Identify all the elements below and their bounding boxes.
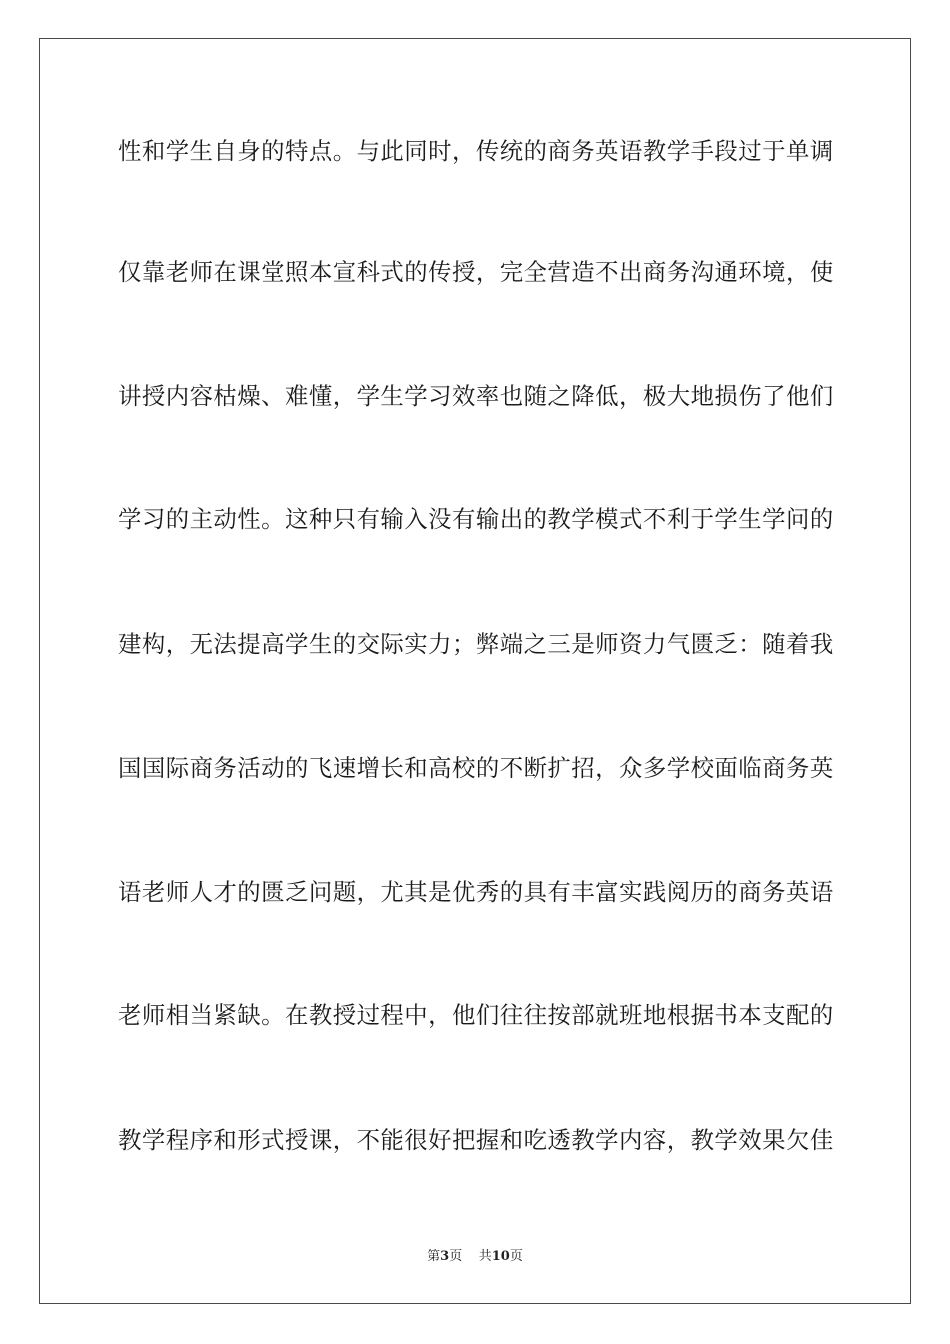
page-footer bbox=[0, 1245, 950, 1264]
page-border bbox=[39, 38, 911, 1304]
text-line: 老师相当紧缺。在教授过程中，他们往往按部就班地根据书本支配的 bbox=[118, 1001, 834, 1029]
text-line: 语老师人才的匮乏问题，尤其是优秀的具有丰富实践阅历的商务英语 bbox=[118, 878, 834, 906]
text-line: 教学程序和形式授课，不能很好把握和吃透教学内容，教学效果欠佳 bbox=[118, 1126, 834, 1154]
total-prefix: 共 bbox=[478, 1249, 492, 1264]
total-suffix: 页 bbox=[509, 1249, 523, 1264]
page-prefix: 第 bbox=[427, 1249, 441, 1264]
text-line: 讲授内容枯燥、难懂，学生学习效率也随之降低，极大地损伤了他们 bbox=[118, 382, 834, 410]
text-line: 建构，无法提高学生的交际实力；弊端之三是师资力气匮乏：随着我 bbox=[118, 630, 834, 658]
text-line: 性和学生自身的特点。与此同时，传统的商务英语教学手段过于单调 bbox=[118, 137, 834, 165]
page-number: 3 bbox=[440, 1249, 450, 1264]
text-line: 学习的主动性。这种只有输入没有输出的教学模式不利于学生学问的 bbox=[118, 505, 834, 533]
total-pages: 10 bbox=[491, 1249, 510, 1264]
text-line: 国国际商务活动的飞速增长和高校的不断扩招，众多学校面临商务英 bbox=[118, 754, 834, 782]
text-line: 仅靠老师在课堂照本宣科式的传授，完全营造不出商务沟通环境，使 bbox=[118, 258, 834, 286]
page-suffix: 页 bbox=[449, 1249, 463, 1264]
